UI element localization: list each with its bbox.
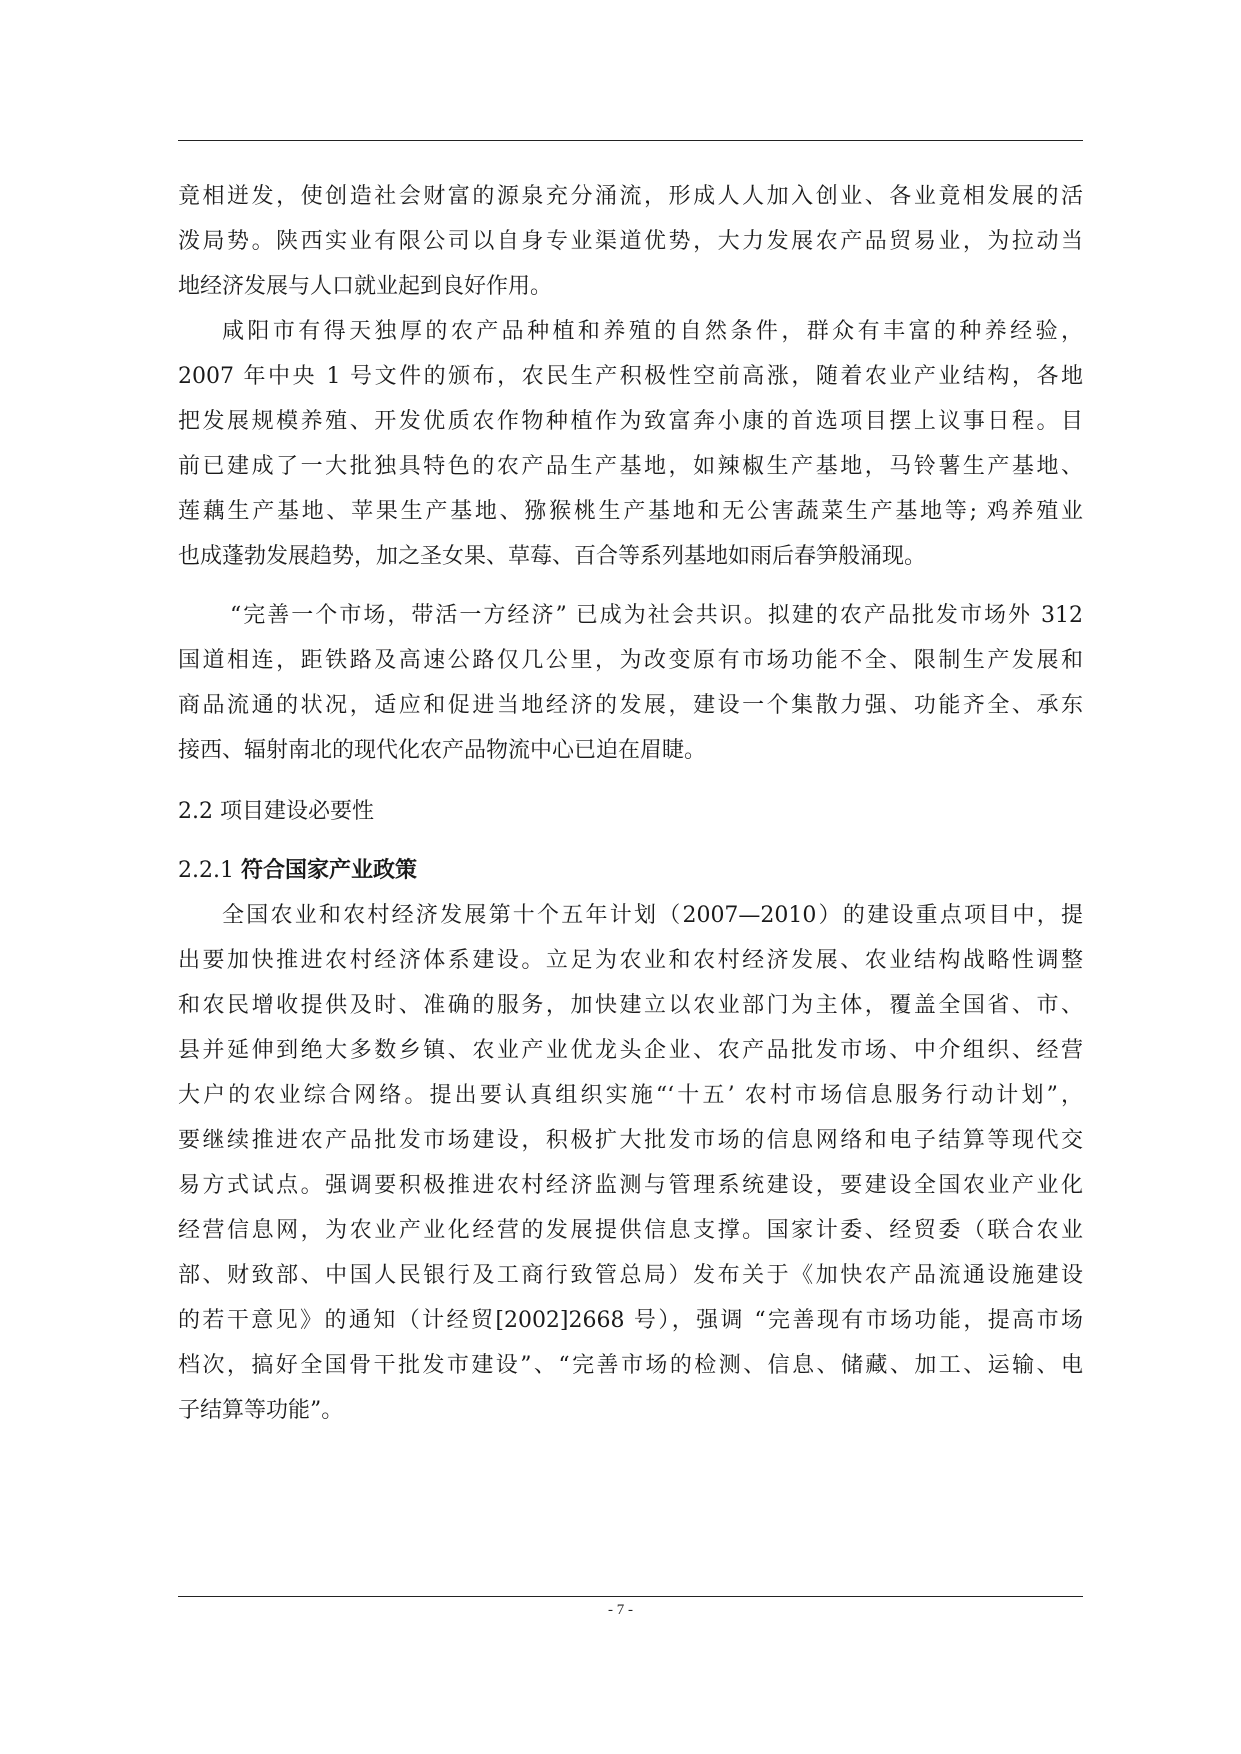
page-number: - 7 - [608,1602,633,1618]
paragraph [178,893,1083,1433]
subsection-heading [178,848,1083,893]
paragraph [178,174,1083,309]
text-line: 接西、辐射南北的现代化农产品物流中心已迫在眉睫。 [178,738,707,763]
text-line: 把发展规模养殖、开发优质农作物种植作为致富奔小康的首选项目摆上议事日程。目 [178,409,1083,434]
footer-rule [178,1596,1083,1597]
text-line: 的若干意见》的通知（计经贸[2002]2668 号），强调 “完善现有市场功能，提高市场 [178,1308,1083,1333]
text-line: 泼局势。陕西实业有限公司以自身专业渠道优势，大力发展农产品贸易业，为拉动当 [178,229,1083,254]
text-line: 县并延伸到绝大多数乡镇、农业产业优龙头企业、农产品批发市场、中介组织、经营 [178,1038,1083,1063]
text-line: 也成蓬勃发展趋势，加之圣女果、草莓、百合等系列基地如雨后春笋般涌现。 [178,544,927,569]
section-heading: 2.2 项目建设必要性 [178,799,374,824]
text-line: 要继续推进农产品批发市场建设，积极扩大批发市场的信息网络和电子结算等现代交 [178,1128,1083,1153]
text-line: 大户的农业综合网络。提出要认真组织实施“‘十五’ 农村市场信息服务行动计划”， [178,1083,1083,1108]
text-line: 出要加快推进农村经济体系建设。立足为农业和农村经济发展、农业结构战略性调整 [178,948,1083,973]
text-line: “完善一个市场，带活一方经济” 已成为社会共识。拟建的农产品批发市场外 312 [230,603,1083,628]
subsection-title: 符合国家产业政策 [240,857,417,883]
text-line: 莲藕生产基地、苹果生产基地、猕猴桃生产基地和无公害蔬菜生产基地等; 鸡养殖业 [178,499,1083,524]
text-line: 子结算等功能”。 [178,1398,344,1423]
text-line: 全国农业和农村经济发展第十个五年计划（2007—2010）的建设重点项目中，提 [222,903,1083,928]
text-line: 部、财致部、中国人民银行及工商行致管总局）发布关于《加快农产品流通设施建设 [178,1263,1083,1288]
text-line: 和农民增收提供及时、准确的服务，加快建立以农业部门为主体，覆盖全国省、市、 [178,993,1083,1018]
text-line: 商品流通的状况，适应和促进当地经济的发展，建设一个集散力强、功能齐全、承东 [178,693,1083,718]
text-line: 国道相连，距铁路及高速公路仅几公里，为改变原有市场功能不全、限制生产发展和 [178,648,1083,673]
text-line: 2007 年中央 1 号文件的颁布，农民生产积极性空前高涨，随着农业产业结构，各地 [178,364,1083,389]
text-line: 易方式试点。强调要积极推进农村经济监测与管理系统建设，要建设全国农业产业化 [178,1173,1083,1198]
text-line: 经营信息网，为农业产业化经营的发展提供信息支撑。国家计委、经贸委（联合农业 [178,1218,1083,1243]
text-line: 前已建成了一大批独具特色的农产品生产基地，如辣椒生产基地，马铃薯生产基地、 [178,454,1083,479]
paragraph [178,593,1083,773]
header-rule [178,140,1083,141]
text-line: 档次，搞好全国骨干批发市建设”、“完善市场的检测、信息、储藏、加工、运输、电 [178,1353,1083,1378]
text-line: 竟相迸发，使创造社会财富的源泉充分涌流，形成人人加入创业、各业竟相发展的活 [178,184,1083,209]
text-line: 咸阳市有得天独厚的农产品种植和养殖的自然条件，群众有丰富的种养经验， [222,319,1083,344]
text-line: 地经济发展与人口就业起到良好作用。 [178,274,553,299]
subsection-number: 2.2.1 [178,858,234,883]
paragraph [178,309,1083,579]
document-body [178,174,1083,1433]
